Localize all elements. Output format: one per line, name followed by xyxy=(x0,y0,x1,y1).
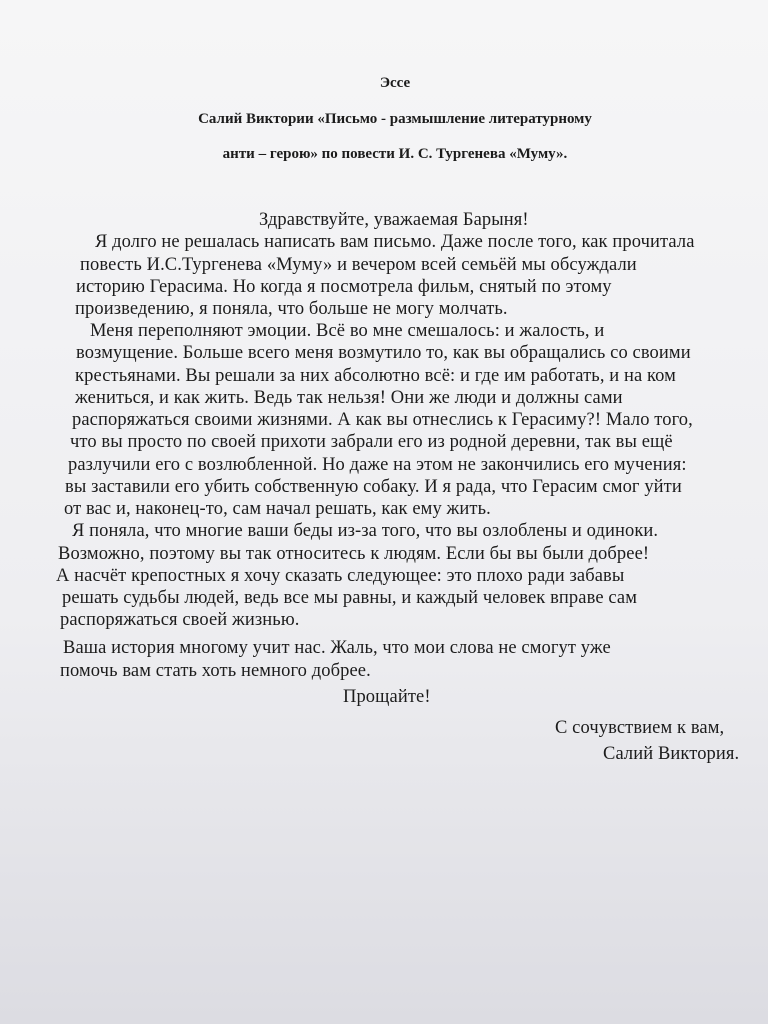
letter-line: распоряжаться своими жизнями. А как вы отнеслись к Герасиму?! Мало того, xyxy=(72,410,693,430)
letter-farewell: Прощайте! xyxy=(343,687,431,707)
letter-line: решать судьбы людей, ведь все мы равны, и каждый человек вправе сам xyxy=(62,588,638,608)
letter-signature: Салий Виктория. xyxy=(603,744,740,764)
essay-title-line-1: Салий Виктории «Письмо - размышление литературному xyxy=(198,111,592,127)
letter-line: Ваша история многому учит нас. Жаль, что мои слова не смогут уже xyxy=(63,638,611,658)
letter-greeting: Здравствуйте, уважаемая Барыня! xyxy=(259,210,529,230)
letter-line: историю Герасима. Но когда я посмотрела фильм, снятый по этому xyxy=(76,277,612,297)
letter-line: помочь вам стать хоть немного добрее. xyxy=(60,661,371,681)
letter-line: Возможно, поэтому вы так относитесь к людям. Если бы вы были добрее! xyxy=(58,544,650,564)
letter-line: Я поняла, что многие ваши беды из-за того, что вы озлоблены и одиноки. xyxy=(72,521,659,541)
letter-line: что вы просто по своей прихоти забрали его из родной деревни, так вы ещё xyxy=(70,432,673,452)
letter-line: жениться, и как жить. Ведь так нельзя! Они же люди и должны сами xyxy=(75,388,623,408)
letter-line: произведению, я поняла, что больше не могу молчать. xyxy=(75,299,508,319)
letter-line: повесть И.С.Тургенева «Муму» и вечером всей семьёй мы обсуждали xyxy=(80,255,637,275)
letter-closing: С сочувствием к вам, xyxy=(555,718,725,738)
letter-line: возмущение. Больше всего меня возмутило то, как вы обращались со своими xyxy=(76,343,691,363)
letter-line: от вас и, наконец-то, сам начал решать, как ему жить. xyxy=(64,499,491,519)
letter-line: вы заставили его убить собственную собаку. И я рада, что Герасим смог уйти xyxy=(65,477,682,497)
essay-label: Эссе xyxy=(379,75,411,91)
essay-title-line-2: анти – герою» по повести И. С. Тургенева «Муму». xyxy=(222,146,568,162)
letter-line: Я долго не решалась написать вам письмо. Даже после того, как прочитала xyxy=(95,232,695,252)
letter-line: крестьянами. Вы решали за них абсолютно всё: и где им работать, и на ком xyxy=(75,366,676,386)
letter-line: разлучили его с возлюбленной. Но даже на этом не закончились его мучения: xyxy=(68,455,687,475)
letter-line: распоряжаться своей жизнью. xyxy=(60,610,300,630)
letter-line: Меня переполняют эмоции. Всё во мне смешалось: и жалость, и xyxy=(90,321,605,341)
letter-line: А насчёт крепостных я хочу сказать следующее: это плохо ради забавы xyxy=(56,566,625,586)
